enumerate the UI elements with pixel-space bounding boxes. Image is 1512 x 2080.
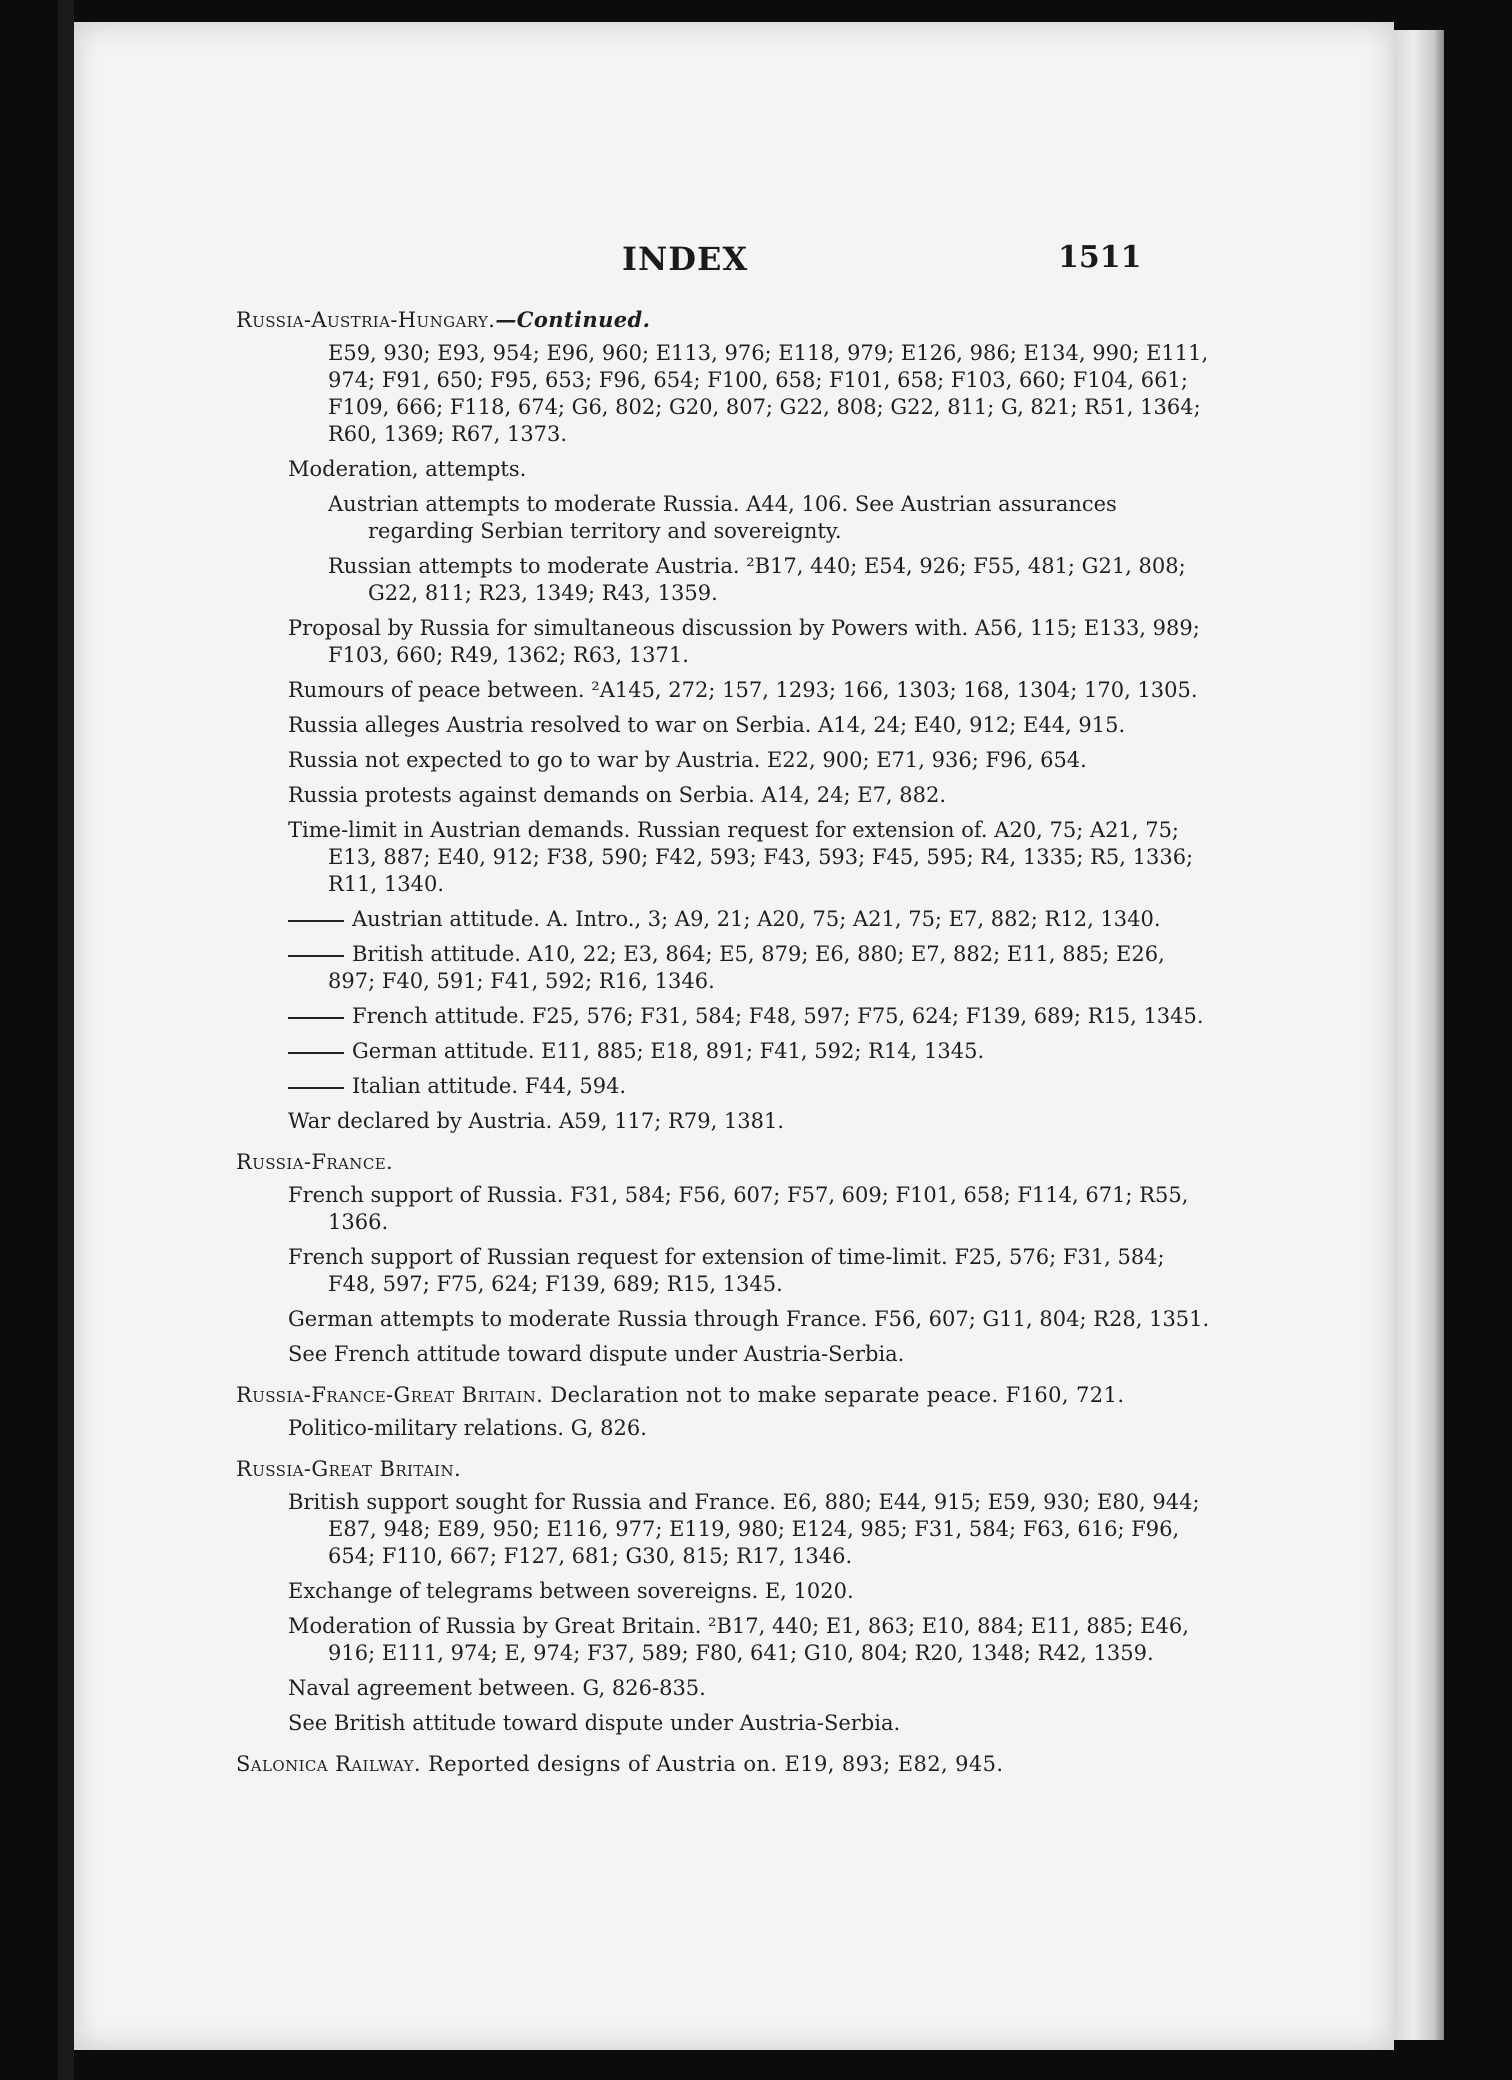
dash-rule [288, 1087, 344, 1089]
index-subentry: Austrian attempts to moderate Russia. A44, 106. See Austrian assurances regarding Serbian territory and sovereignty. [328, 492, 1117, 543]
index-subentry: Rumours of peace between. ²A145, 272; 157, 1293; 166, 1303; 168, 1304; 170, 1305. [288, 678, 1198, 702]
heading-text: Russia-Austria-Hungary. [236, 308, 496, 332]
index-subentry [236, 1038, 1216, 1065]
index-heading [236, 306, 1216, 334]
index-subentry: See British attitude toward dispute under Austria-Serbia. [288, 1711, 901, 1735]
subentry-text: French attitude. F25, 576; F31, 584; F48, 597; F75, 624; F139, 689; R15, 1345. [352, 1004, 1204, 1028]
subentry-text: British attitude. A10, 22; E3, 864; E5, 879; E6, 880; E7, 882; E11, 885; E26, 897; F40, 591; F41, 592; R16, 1346. [328, 942, 1165, 993]
dash-rule [288, 955, 344, 957]
book-page [74, 22, 1394, 2050]
index-subentry: Russia alleges Austria resolved to war on Serbia. A14, 24; E40, 912; E44, 915. [288, 713, 1126, 737]
index-heading: Russia-Great Britain. [236, 1457, 462, 1481]
heading-text: Salonica Railway. [236, 1752, 422, 1776]
index-heading: Russia-France. [236, 1150, 394, 1174]
index-heading [236, 1751, 1216, 1778]
page-number: 1511 [1058, 240, 1142, 275]
page-title: INDEX [622, 240, 749, 278]
subentry-text: German attitude. E11, 885; E18, 891; F41, 592; R14, 1345. [352, 1039, 985, 1063]
page-edge [1394, 30, 1444, 2040]
book-spine [58, 0, 74, 2080]
subentry-text: Austrian attitude. A. Intro., 3; A9, 21; A20, 75; A21, 75; E7, 882; R12, 1340. [352, 907, 1161, 931]
subentry-text: Italian attitude. F44, 594. [352, 1074, 627, 1098]
index-subentry: Moderation of Russia by Great Britain. ²B17, 440; E1, 863; E10, 884; E11, 885; E46, 916; E111, 974; E, 974; F37, 589; F80, 641; G10, 804; R20, 1348; R42, 1359. [288, 1614, 1189, 1665]
index-subentry: See French attitude toward dispute under Austria-Serbia. [288, 1342, 905, 1366]
heading-entry-text: Declaration not to make separate peace. F160, 721. [550, 1383, 1125, 1407]
index-subentry: French support of Russian request for extension of time-limit. F25, 576; F31, 584; F48, 597; F75, 624; F139, 689; R15, 1345. [288, 1245, 1165, 1296]
continued-label: —Continued. [495, 307, 651, 332]
index-subentry [236, 941, 1216, 995]
index-subentry: German attempts to moderate Russia through France. F56, 607; G11, 804; R28, 1351. [288, 1307, 1210, 1331]
index-subentry: Politico-military relations. G, 826. [288, 1416, 647, 1440]
index-subentry: Proposal by Russia for simultaneous discussion by Powers with. A56, 115; E133, 989; F103, 660; R49, 1362; R63, 1371. [288, 616, 1200, 667]
index-subentry: Russia not expected to go to war by Austria. E22, 900; E71, 936; F96, 654. [288, 748, 1087, 772]
dash-rule [288, 920, 344, 922]
index-subentry: Moderation, attempts. [288, 457, 527, 481]
index-subentry: French support of Russia. F31, 584; F56, 607; F57, 609; F101, 658; F114, 671; R55, 1366. [288, 1183, 1189, 1234]
index-heading [236, 1382, 1216, 1409]
index-subentry: Naval agreement between. G, 826-835. [288, 1676, 706, 1700]
dash-rule [288, 1052, 344, 1054]
index-subentry: Russian attempts to moderate Austria. ²B17, 440; E54, 926; F55, 481; G21, 808; G22, 811; R23, 1349; R43, 1359. [328, 554, 1186, 605]
page-header [74, 240, 1394, 300]
index-subentry [236, 1003, 1216, 1030]
index-subentry [236, 1073, 1216, 1100]
index-content [236, 306, 1216, 1784]
index-subentry: British support sought for Russia and France. E6, 880; E44, 915; E59, 930; E80, 944; E87, 948; E89, 950; E116, 977; E119, 980; E124, 985; F31, 584; F63, 616; F96, 654; F110, 667; F127, 681; G30, 815; R17, 1346. [288, 1490, 1200, 1568]
index-subentry [236, 906, 1216, 933]
index-subentry: Russia protests against demands on Serbia. A14, 24; E7, 882. [288, 783, 947, 807]
index-subentry: Time-limit in Austrian demands. Russian request for extension of. A20, 75; A21, 75; E13, 887; E40, 912; F38, 590; F42, 593; F43, 593; F45, 595; R4, 1335; R5, 1336; R11, 1340. [288, 818, 1194, 896]
heading-text: Russia-France-Great Britain. [236, 1383, 544, 1407]
heading-entry-text: Reported designs of Austria on. E19, 893; E82, 945. [428, 1752, 1004, 1776]
index-subentry: War declared by Austria. A59, 117; R79, 1381. [288, 1109, 785, 1133]
index-subentry: Exchange of telegrams between sovereigns. E, 1020. [288, 1579, 854, 1603]
dash-rule [288, 1017, 344, 1019]
index-refs: E59, 930; E93, 954; E96, 960; E113, 976; E118, 979; E126, 986; E134, 990; E111, 974; F91, 650; F95, 653; F96, 654; F100, 658; F101, 658; F103, 660; F104, 661; F109, 666; F118, 674; G6, 802; G20, 807; G22, 808; G22, 811; G, 821; R51, 1364; R60, 1369; R67, 1373. [328, 341, 1209, 446]
